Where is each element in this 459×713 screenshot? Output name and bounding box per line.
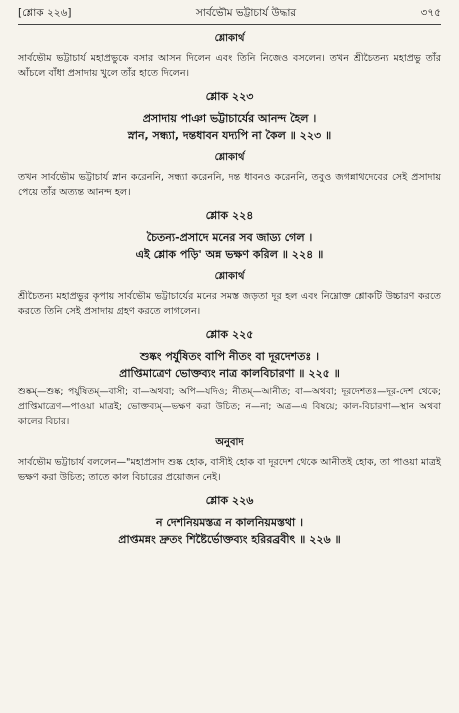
verse-number: শ্লোক ২২৩ (205, 90, 254, 103)
word-meanings-text: শুষ্কম্—শুষ্ক; পর্যুষিতম্—বাসী; বা—অথবা; অপি—যদিও; নীতম্—আনীত; বা—অথবা; দূরদেশতঃ—দূর-দেশ থেকে; প্রাপ্তিমাত্রেণ—পাওয়া মাত্রই; ভোক্তব্যম্—ভক্ষণ করা উচিত; ন—না; অত্র—এ বিষয়ে; কাল-বিচারণা—স্থান অথবা কালের বিচার। (18, 386, 441, 427)
verse-line: এই শ্লোক পড়ি' অন্ন ভক্ষণ করিল ॥ ২২৪ ॥ (135, 248, 324, 261)
verse-line: স্নান, সন্ধ্যা, দন্তধাবন যদ্যপি না কৈল ॥ ২২৩ ॥ (127, 129, 332, 142)
verse-block (18, 207, 441, 263)
section-label: শ্লোকার্থ (214, 271, 245, 282)
section-label: শ্লোকার্থ (214, 152, 245, 163)
translation-text: সার্বভৌম ভট্টাচার্য বললেন—"মহাপ্রসাদ শুষ্ক হোক, বাসীই হোক বা দূরদেশ থেকে আনীতই হোক, তা পাওয়া মাত্রই ভক্ষণ করা উচিত; তাতে কাল বিচারের প্রয়োজন নেই। (18, 457, 441, 483)
translation-block (18, 31, 441, 81)
verse-number: শ্লোক ২২৪ (205, 209, 254, 222)
verse-line: প্রাপ্তিমাত্রেণ ভোক্তব্যং নাত্র কালবিচারণা ॥ ২২৫ ॥ (119, 367, 340, 380)
verse-block (18, 326, 441, 382)
translation-text: শ্রীচৈতন্য মহাপ্রভুর কৃপায় সার্বভৌম ভট্টাচার্যের মনের সমস্ত জড়তা দূর হল এবং নিম্নোক্ত শ্লোকটি উচ্চারণ করতে করতে তিনি সেই প্রসাদায় গ্রহণ করতে লাগলেন। (18, 291, 441, 317)
section-label: অনুবাদ (215, 437, 244, 448)
verse-line: চৈতন্য-প্রসাদে মনের সব জাড্য গেল । (146, 231, 313, 244)
header-page-number: ৩৭৫ (420, 7, 441, 19)
verse-line: শুষ্কং পর্যুষিতং বাপি নীতং বা দূরদেশতঃ । (139, 350, 320, 363)
verse-line: ন দেশনিয়মস্তত্র ন কালনিয়মস্তথা । (155, 516, 304, 529)
translation-block (18, 269, 441, 319)
translation-text: তখন সার্বভৌম ভট্টাচার্য স্নান করেননি, সন্ধ্যা করেননি, দন্ত ধাবনও করেননি, তবুও জগন্নাথদেবের সেই প্রসাদায় পেয়ে তাঁর অত্যন্ত আনন্দ হল। (18, 172, 441, 198)
verse-line: প্রাপ্তমন্নং দ্রুতং শিষ্টৈর্ভোক্তব্যং হরিরব্রবীৎ ॥ ২২৬ ॥ (118, 533, 341, 546)
translation-text: সার্বভৌম ভট্টাচার্য মহাপ্রভুকে বসার আসন দিলেন এবং তিনি নিজেও বসলেন। তখন শ্রীচৈতন্য মহাপ্রভু তাঁর আঁচলে বাঁধা প্রসাদায় খুলে তাঁর হাতে দিলেন। (18, 53, 441, 79)
verse-number: শ্লোক ২২৫ (205, 328, 254, 341)
translation-block (18, 150, 441, 200)
verse-block (18, 492, 441, 548)
section-label: শ্লোকার্থ (214, 33, 245, 44)
verse-block (18, 88, 441, 144)
header-chapter-title: সার্বভৌম ভট্টাচার্য উদ্ধার (195, 7, 297, 19)
word-meanings-block (18, 384, 441, 429)
verse-line: প্রসাদায় পাঞা ভট্টাচার্যের আনন্দ হৈল । (142, 112, 317, 125)
translation-block (18, 435, 441, 485)
verse-number: শ্লোক ২২৬ (205, 494, 254, 507)
running-header (18, 6, 441, 25)
header-verse-ref: [শ্লোক ২২৬] (18, 7, 72, 19)
